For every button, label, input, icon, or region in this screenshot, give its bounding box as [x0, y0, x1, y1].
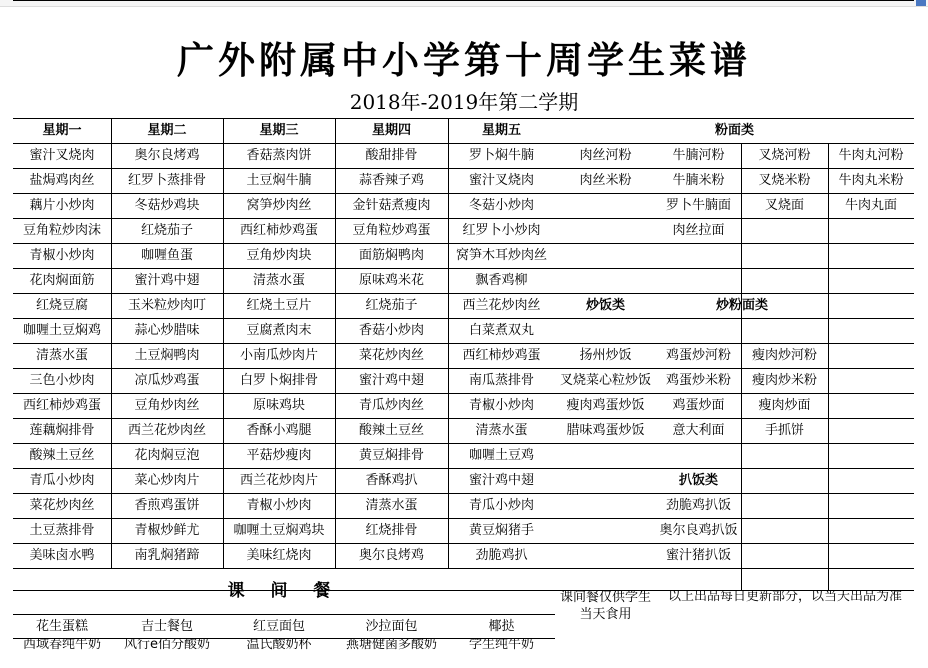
- menu-cell: 蒜香辣子鸡: [358, 173, 424, 188]
- menu-cell: 清蒸水蛋: [252, 273, 305, 288]
- snack-cell: 温氏酸奶杯: [246, 638, 312, 651]
- menu-cell: 飘香鸡柳: [475, 273, 528, 288]
- menu-cell: 西红柿炒鸡蛋: [239, 223, 318, 238]
- noodle-cell: 肉丝河粉: [579, 148, 632, 163]
- menu-cell: 窝笋木耳炒肉丝: [455, 248, 547, 263]
- weekday-header: 星期三: [259, 123, 299, 138]
- menu-cell: 青瓜小炒肉: [29, 473, 95, 488]
- menu-cell: 咖喱土豆鸡: [468, 448, 534, 463]
- grid-line-horizontal: [13, 0, 914, 1]
- menu-cell: 原味鸡米花: [358, 273, 424, 288]
- fried-noodle-cell: 瘦肉炒面: [758, 398, 811, 413]
- menu-cell: 原味鸡块: [252, 398, 305, 413]
- rice-bowls-header: 扒饭类: [678, 473, 718, 488]
- menu-cell: 美味红烧肉: [246, 548, 312, 563]
- menu-cell: 蜜汁鸡中翅: [134, 273, 200, 288]
- weekday-header: 星期五: [481, 123, 521, 138]
- fried-noodle-cell: 鸡蛋炒河粉: [665, 348, 731, 363]
- noodle-cell: 牛肉丸面: [844, 198, 897, 213]
- weekday-header: 星期四: [371, 123, 411, 138]
- menu-cell: 红烧茄子: [365, 298, 418, 313]
- menu-cell: 清蒸水蛋: [365, 498, 418, 513]
- fried-noodle-cell: 瘦肉炒河粉: [751, 348, 817, 363]
- noodle-cell: [828, 218, 914, 243]
- snack-cell: 西域春纯牛奶: [22, 638, 101, 651]
- snack-cell: 学生纯牛奶: [468, 638, 534, 651]
- menu-cell: 蜜汁鸡中翅: [358, 373, 424, 388]
- menu-cell: 罗卜焖牛腩: [468, 148, 534, 163]
- noodle-cell: 叉烧河粉: [758, 148, 811, 163]
- menu-cell: 莲藕焖排骨: [29, 423, 95, 438]
- menu-cell: 红烧豆腐: [35, 298, 88, 313]
- menu-cell: 咖喱土豆焖鸡: [22, 323, 101, 338]
- fried-noodle-cell: 瘦肉炒米粉: [751, 373, 817, 388]
- fried-rice-cell: 扬州炒饭: [579, 348, 632, 363]
- menu-cell: 花肉焖面筋: [29, 273, 95, 288]
- menu-cell: 冬菇小炒肉: [468, 198, 534, 213]
- menu-cell: 酸辣土豆丝: [358, 423, 424, 438]
- snack-cell: 沙拉面包: [365, 618, 418, 634]
- menu-cell: 藕片小炒肉: [29, 198, 95, 213]
- menu-cell: 土豆焖鸭肉: [134, 348, 200, 363]
- menu-cell: 豆角炒肉丝: [134, 398, 200, 413]
- menu-cell: 南乳焖猪蹄: [134, 548, 200, 563]
- menu-cell: 白罗卜焖排骨: [239, 373, 318, 388]
- page-subtitle: 2018年-2019年第二学期: [349, 90, 579, 114]
- menu-cell: 南瓜蒸排骨: [468, 373, 534, 388]
- menu-cell: 西红柿炒鸡蛋: [462, 348, 541, 363]
- snack-cell: 椰挞: [488, 618, 515, 634]
- fried-rice-cell: 叉烧菜心粒炒饭: [559, 373, 651, 388]
- menu-cell: 西兰花炒肉片: [239, 473, 318, 488]
- noodle-cell: 肉丝米粉: [579, 173, 632, 188]
- noodle-cell: 叉烧米粉: [758, 173, 811, 188]
- menu-cell: 三色小炒肉: [29, 373, 95, 388]
- weekday-header: 星期二: [147, 123, 187, 138]
- menu-cell: 香煎鸡蛋饼: [134, 498, 200, 513]
- fried-noodle-cell: 手抓饼: [764, 423, 804, 438]
- menu-cell: 盐焗鸡肉丝: [29, 173, 95, 188]
- snack-cell: 花生蛋糕: [35, 618, 88, 634]
- menu-cell: 土豆焖牛腩: [246, 173, 312, 188]
- menu-cell: 青椒小炒肉: [468, 398, 534, 413]
- menu-cell: 花肉焖豆泡: [134, 448, 200, 463]
- menu-cell: 凉瓜炒鸡蛋: [134, 373, 200, 388]
- noodle-cell: [555, 193, 656, 218]
- menu-cell: 咖喱鱼蛋: [140, 248, 193, 263]
- menu-cell: 西红柿炒鸡蛋: [22, 398, 101, 413]
- menu-cell: 西兰花炒肉丝: [462, 298, 541, 313]
- fried-noodles-header: 炒粉面类: [715, 298, 768, 313]
- menu-cell: 香酥鸡扒: [365, 473, 418, 488]
- menu-cell: 酸甜排骨: [365, 148, 418, 163]
- fried-noodle-cell: 鸡蛋炒面: [672, 398, 725, 413]
- noodle-cell: 牛肉丸河粉: [838, 148, 904, 163]
- snack-cell: 吉士餐包: [140, 618, 193, 634]
- menu-cell: 香菇蒸肉饼: [246, 148, 312, 163]
- noodle-cell: 牛腩河粉: [672, 148, 725, 163]
- menu-cell: 奥尔良烤鸡: [358, 548, 424, 563]
- menu-cell: 红烧茄子: [140, 223, 193, 238]
- menu-cell: 酸辣土豆丝: [29, 448, 95, 463]
- menu-cell: 白菜煮双丸: [468, 323, 534, 338]
- menu-cell: 蜜汁叉烧肉: [29, 148, 95, 163]
- menu-cell: 平菇炒瘦肉: [246, 448, 312, 463]
- fried-noodle-cell: 意大利面: [672, 423, 725, 438]
- menu-cell: 金针菇煮瘦肉: [352, 198, 431, 213]
- menu-cell: 美味卤水鸭: [29, 548, 95, 563]
- snacks-header: 课 间 餐: [227, 580, 341, 601]
- menu-cell: 冬菇炒鸡块: [134, 198, 200, 213]
- menu-cell: 豆腐煮肉末: [246, 323, 312, 338]
- menu-cell: 香酥小鸡腿: [246, 423, 312, 438]
- menu-cell: 青椒小炒肉: [246, 498, 312, 513]
- menu-cell: 红罗卜小炒肉: [462, 223, 541, 238]
- menu-cell: 西兰花炒肉丝: [127, 423, 206, 438]
- fried-rice-header: 炒饭类: [585, 298, 625, 313]
- menu-cell: 红烧排骨: [365, 523, 418, 538]
- menu-cell: 黄豆焖排骨: [358, 448, 424, 463]
- menu-cell: 黄豆焖猪手: [468, 523, 534, 538]
- snack-cell: 红豆面包: [252, 618, 305, 634]
- snack-cell: 燕塘健菌多酸奶: [345, 638, 437, 651]
- menu-cell: 清蒸水蛋: [35, 348, 88, 363]
- weekday-header: 星期一: [42, 123, 82, 138]
- fried-rice-cell: 腊味鸡蛋炒饭: [566, 423, 645, 438]
- noodle-cell: 牛腩米粉: [672, 173, 725, 188]
- noodle-cell: 肉丝拉面: [672, 223, 725, 238]
- menu-cell: 青椒炒鲜尤: [134, 523, 200, 538]
- menu-cell: 豆角炒肉块: [246, 248, 312, 263]
- menu-cell: 蜜汁叉烧肉: [468, 173, 534, 188]
- menu-cell: 小南瓜炒肉片: [239, 348, 318, 363]
- noodles-header: 粉面类: [714, 123, 754, 138]
- menu-cell: 面筋焖鸭肉: [358, 248, 424, 263]
- menu-cell: 菜心炒肉片: [134, 473, 200, 488]
- menu-cell: 奥尔良烤鸡: [134, 148, 200, 163]
- menu-cell: 豆角粒炒鸡蛋: [352, 223, 431, 238]
- menu-cell: 劲脆鸡扒: [475, 548, 528, 563]
- rice-bowl-cell: 奥尔良鸡扒饭: [659, 523, 738, 538]
- snack-cell: 风行e佰分酸奶: [124, 638, 210, 651]
- noodle-cell: [555, 218, 656, 243]
- noodle-cell: [741, 218, 828, 243]
- menu-cell: 土豆蒸排骨: [29, 523, 95, 538]
- menu-cell: 玉米粒炒肉叮: [127, 298, 206, 313]
- menu-cell: 窝笋炒肉丝: [246, 198, 312, 213]
- fried-noodle-cell: 鸡蛋炒米粉: [665, 373, 731, 388]
- menu-cell: 青椒小炒肉: [29, 248, 95, 263]
- snacks-note: 课间餐仅供学生当天食用: [559, 590, 651, 622]
- noodle-cell: 罗卜牛腩面: [665, 198, 731, 213]
- menu-cell: 菜花炒肉丝: [29, 498, 95, 513]
- menu-cell: 咖喱土豆焖鸡块: [233, 523, 325, 538]
- menu-cell: 蜜汁鸡中翅: [468, 473, 534, 488]
- menu-cell: 菜花炒肉丝: [358, 348, 424, 363]
- menu-cell: 豆角粒炒肉沫: [22, 223, 101, 238]
- menu-cell: 青瓜炒肉丝: [358, 398, 424, 413]
- menu-cell: 蒜心炒腊味: [134, 323, 200, 338]
- noodle-cell: 叉烧面: [764, 198, 804, 213]
- rice-bowl-cell: 劲脆鸡扒饭: [665, 498, 731, 513]
- rice-bowl-cell: 蜜汁猪扒饭: [665, 548, 731, 563]
- menu-cell: 红罗卜蒸排骨: [127, 173, 206, 188]
- menu-cell: 青瓜小炒肉: [468, 498, 534, 513]
- menu-cell: 清蒸水蛋: [475, 423, 528, 438]
- footer-note: 以上出品每日更新部分，以当天出品为准: [667, 590, 902, 603]
- menu-cell: 红烧土豆片: [246, 298, 312, 313]
- page-title: 广外附属中小学第十周学生菜谱: [177, 38, 751, 82]
- menu-cell: 香菇小炒肉: [358, 323, 424, 338]
- noodle-cell: 牛肉丸米粉: [838, 173, 904, 188]
- fried-rice-cell: 瘦肉鸡蛋炒饭: [566, 398, 645, 413]
